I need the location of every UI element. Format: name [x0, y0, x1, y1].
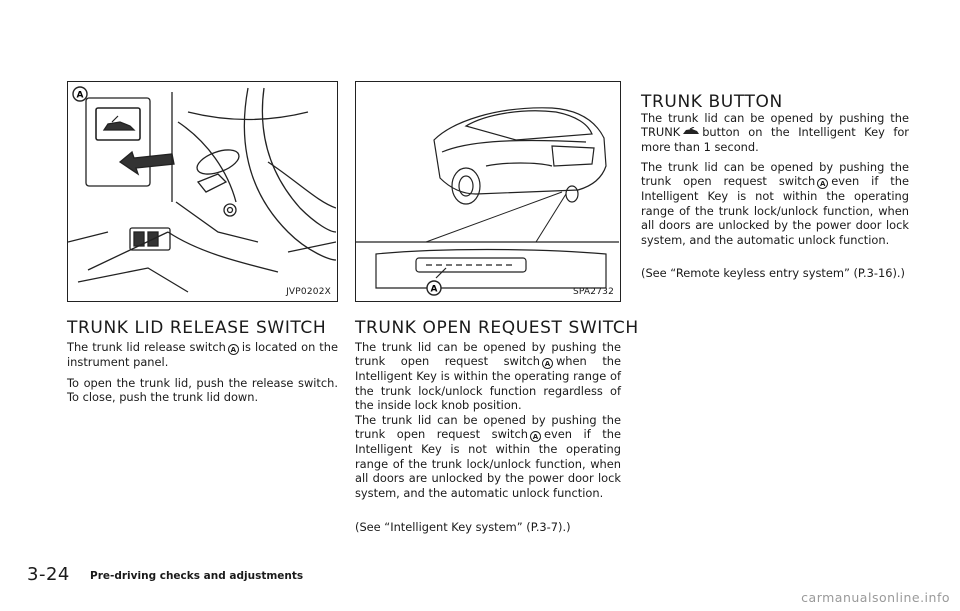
trunk-key-icon: [682, 127, 700, 136]
text-segment: The trunk lid can be opened by pushing the trunk open request switch: [355, 340, 621, 369]
text-segment: The trunk lid release switch: [67, 340, 226, 354]
paragraph: [355, 520, 621, 534]
text-segment: The trunk lid can be opened by pushing the trunk open request switch: [641, 160, 909, 189]
paragraph: [641, 160, 909, 247]
figure-trunk-open-request: [355, 81, 621, 302]
watermark: carmanualsonline.info: [801, 590, 950, 605]
paragraph: [67, 340, 338, 369]
callout-badge: A: [530, 431, 541, 442]
text-segment: (See “Intelligent Key system” (P.3-7).): [355, 520, 571, 534]
text-segment: (See “Remote keyless entry system” (P.3-16).): [641, 266, 905, 280]
text-segment: The trunk lid can be opened by pushing the TRUNK: [641, 111, 909, 140]
section-title-trunk-lid-release: TRUNK LID RELEASE SWITCH: [67, 318, 327, 338]
text-segment: even if the Intelligent Key is not within the operating range of the trunk lock/unlock function, when all doors are unlocked by the power door lock system, and the automatic unlock function.: [355, 427, 621, 500]
callout-badge: A: [228, 344, 239, 355]
figure-trunk-lid-release: [67, 81, 338, 302]
paragraph: [67, 376, 338, 405]
figure1-code: JVP0202X: [286, 287, 331, 297]
car-rear-illustration: [356, 82, 619, 300]
callout-badge: A: [817, 178, 828, 189]
text-segment: The trunk lid can be opened by pushing the trunk open request switch: [355, 413, 621, 442]
text-segment: button on the Intelligent Key for more than 1 second.: [641, 125, 909, 154]
paragraph: [355, 413, 621, 500]
paragraph: [355, 340, 621, 413]
text-segment: To open the trunk lid, push the release switch. To close, push the trunk lid down.: [67, 376, 338, 405]
section-title-trunk-button: TRUNK BUTTON: [641, 92, 783, 112]
section-title-trunk-open-request: TRUNK OPEN REQUEST SWITCH: [355, 318, 639, 338]
text-segment: is located on the instrument panel.: [67, 340, 338, 369]
figure2-code: SPA2732: [572, 287, 614, 297]
page-number: 3-24: [27, 564, 70, 585]
chapter-title: Pre-driving checks and adjustments: [90, 570, 304, 582]
dashboard-illustration: [68, 82, 336, 300]
text-segment: when the Intelligent Key is within the operating range of the trunk lock/unlock function regardless of the inside lock knob position.: [355, 354, 622, 413]
callout-badge: A: [542, 358, 553, 369]
figure2-callout-a: A: [430, 284, 438, 295]
paragraph: [641, 111, 909, 154]
text-segment: even if the Intelligent Key is not within the operating range of the trunk lock/unlock function, when all doors are unlocked by the power door lock system, and the automatic unlock function.: [641, 174, 909, 247]
figure1-callout-a: A: [76, 90, 84, 101]
paragraph: [641, 266, 909, 280]
